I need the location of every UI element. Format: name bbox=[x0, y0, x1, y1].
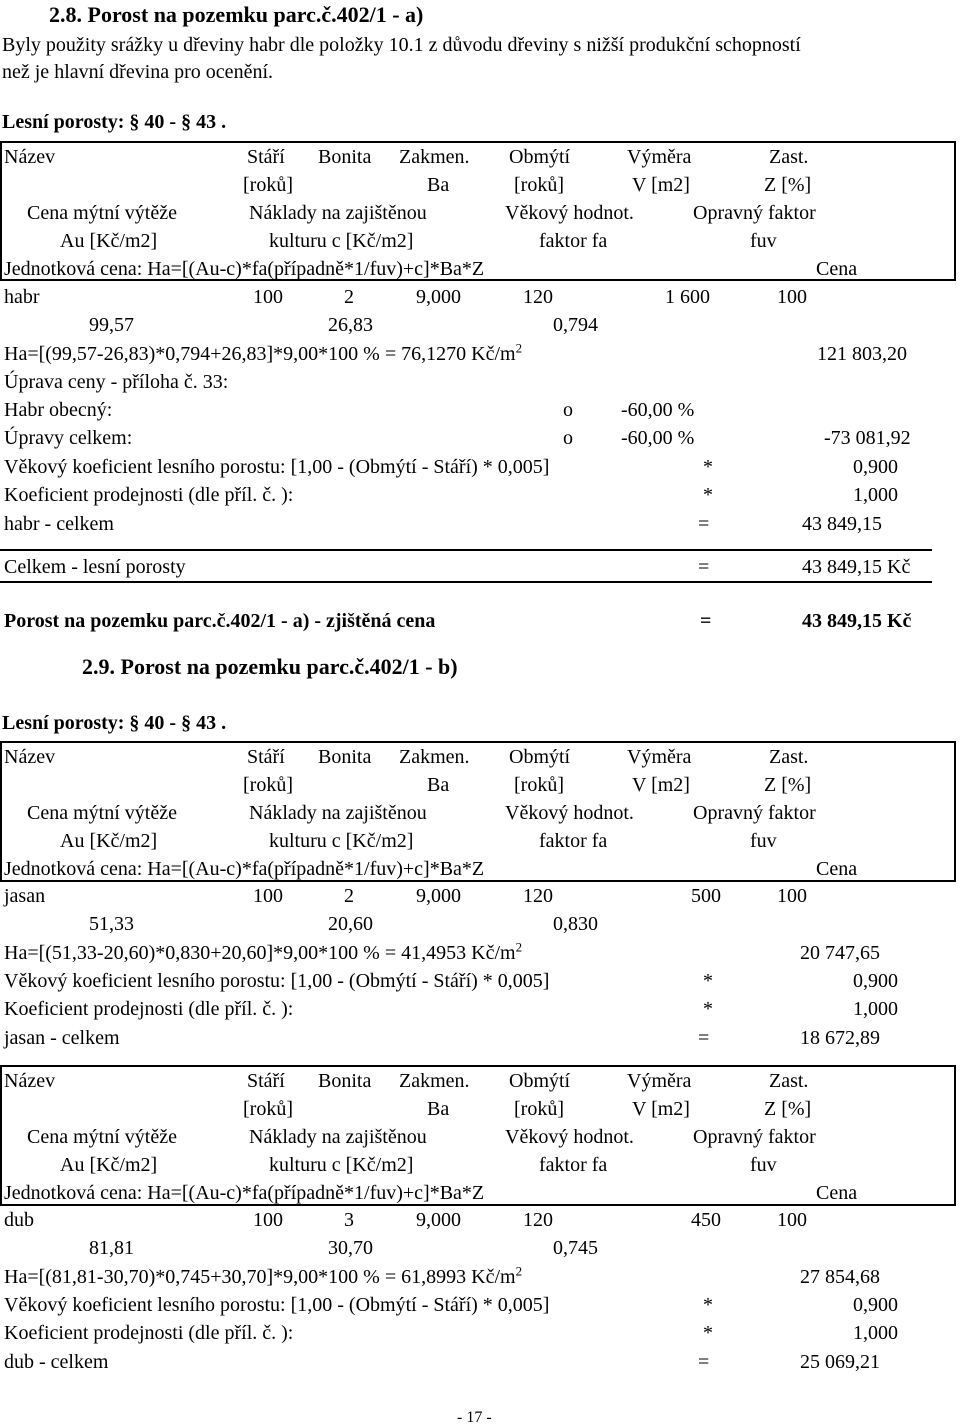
col-zakmen: Zakmen. bbox=[399, 1070, 470, 1092]
unit-zpct: Z [%] bbox=[764, 774, 812, 796]
au-value: 81,81 bbox=[89, 1237, 134, 1259]
unit-vm2: V [m2] bbox=[632, 174, 690, 196]
col-cena-mytni: Cena mýtní výtěže bbox=[27, 202, 177, 224]
page-number: - 17 - bbox=[457, 1409, 492, 1426]
col-naklady: Náklady na zajištěnou bbox=[249, 202, 427, 224]
ha-formula bbox=[4, 340, 523, 365]
cena-value: 121 803,20 bbox=[817, 343, 907, 365]
operator: * bbox=[703, 1322, 713, 1344]
celkem-value: 18 672,89 bbox=[800, 1027, 880, 1049]
obmyti-value: 120 bbox=[523, 286, 553, 308]
col-nazev: Název bbox=[4, 1070, 56, 1092]
unit-fa: faktor fa bbox=[539, 830, 608, 852]
col-zakmen: Zakmen. bbox=[399, 146, 470, 168]
lesni-porosty-heading: Lesní porosty: § 40 - § 43 . bbox=[2, 712, 227, 734]
unit-zpct: Z [%] bbox=[764, 1098, 812, 1120]
obmyti-value: 120 bbox=[523, 1209, 553, 1231]
stari-value: 100 bbox=[253, 1209, 283, 1231]
unit-kulturu: kulturu c [Kč/m2] bbox=[269, 1154, 414, 1176]
ha-formula-text: Ha=[(99,57-26,83)*0,794+26,83]*9,00*100 % = 76,1270 Kč/m bbox=[4, 343, 516, 365]
jednotkova-cena-formula: Jednotková cena: Ha=[(Au-c)*fa(případně*1/fuv)+c]*Ba*Z bbox=[4, 258, 485, 280]
operator: o bbox=[563, 427, 573, 449]
cena-value: 20 747,65 bbox=[800, 942, 880, 964]
stari-value: 100 bbox=[253, 286, 283, 308]
unit-fa: faktor fa bbox=[539, 230, 608, 252]
koef-prod-label: Koeficient prodejnosti (dle příl. č. ): bbox=[4, 484, 294, 506]
unit-roku: [roků] bbox=[514, 1098, 564, 1120]
unit-ba: Ba bbox=[427, 774, 450, 796]
upravy-percent: -60,00 % bbox=[621, 427, 695, 449]
unit-zpct: Z [%] bbox=[764, 174, 812, 196]
superscript: 2 bbox=[515, 340, 523, 356]
col-vymera: Výměra bbox=[627, 1070, 692, 1092]
koef-prod-label: Koeficient prodejnosti (dle příl. č. ): bbox=[4, 1322, 294, 1344]
ha-formula-text: Ha=[(51,33-20,60)*0,830+20,60]*9,00*100 % = 41,4953 Kč/m bbox=[4, 942, 516, 964]
col-cena: Cena bbox=[816, 858, 858, 880]
col-naklady: Náklady na zajištěnou bbox=[249, 1126, 427, 1148]
vekovy-koef-label: Věkový koeficient lesního porostu: [1,00 - (Obmýtí - Stáří) * 0,005] bbox=[4, 970, 550, 992]
lesni-celkem-value: 43 849,15 Kč bbox=[802, 556, 911, 578]
bonita-value: 2 bbox=[344, 286, 354, 308]
col-vekovy: Věkový hodnot. bbox=[505, 1126, 634, 1148]
operator: * bbox=[703, 456, 713, 478]
unit-ba: Ba bbox=[427, 1098, 450, 1120]
zjistena-cena-value: 43 849,15 Kč bbox=[802, 610, 912, 632]
divider bbox=[0, 581, 932, 583]
col-opravny: Opravný faktor bbox=[693, 1126, 816, 1148]
uprava-item-label: Habr obecný: bbox=[4, 399, 113, 421]
section-title: 2.9. Porost na pozemku parc.č.402/1 - b) bbox=[82, 654, 458, 679]
unit-kulturu: kulturu c [Kč/m2] bbox=[269, 230, 414, 252]
vymera-value: 1 600 bbox=[665, 286, 710, 308]
koef-prod-value: 1,000 bbox=[853, 1322, 898, 1344]
zjistena-cena-label: Porost na pozemku parc.č.402/1 - a) - zjištěná cena bbox=[4, 610, 436, 632]
unit-roku: [roků] bbox=[243, 174, 293, 196]
unit-fuv: fuv bbox=[750, 1154, 777, 1176]
operator: = bbox=[698, 1027, 710, 1049]
species-name: jasan bbox=[4, 885, 46, 907]
unit-au: Au [Kč/m2] bbox=[60, 1154, 158, 1176]
col-cena-mytni: Cena mýtní výtěže bbox=[27, 1126, 177, 1148]
vymera-value: 500 bbox=[691, 885, 721, 907]
operator: * bbox=[703, 970, 713, 992]
operator: * bbox=[703, 484, 713, 506]
zast-value: 100 bbox=[777, 1209, 807, 1231]
upravy-celkem-label: Úpravy celkem: bbox=[4, 427, 133, 449]
jednotkova-cena-formula: Jednotková cena: Ha=[(Au-c)*fa(případně*1/fuv)+c]*Ba*Z bbox=[4, 858, 485, 880]
c-value: 26,83 bbox=[328, 314, 373, 336]
zakmen-value: 9,000 bbox=[416, 1209, 461, 1231]
vekovy-koef-label: Věkový koeficient lesního porostu: [1,00 - (Obmýtí - Stáří) * 0,005] bbox=[4, 456, 550, 478]
operator: * bbox=[703, 998, 713, 1020]
c-value: 20,60 bbox=[328, 913, 373, 935]
col-zast: Zast. bbox=[769, 746, 809, 768]
celkem-value: 43 849,15 bbox=[802, 513, 882, 535]
bonita-value: 3 bbox=[344, 1209, 354, 1231]
operator: = bbox=[700, 610, 712, 632]
unit-fuv: fuv bbox=[750, 230, 777, 252]
au-value: 51,33 bbox=[89, 913, 134, 935]
au-value: 99,57 bbox=[89, 314, 134, 336]
col-vekovy: Věkový hodnot. bbox=[505, 802, 634, 824]
fa-value: 0,830 bbox=[553, 913, 598, 935]
unit-roku: [roků] bbox=[514, 174, 564, 196]
unit-au: Au [Kč/m2] bbox=[60, 830, 158, 852]
col-nazev: Název bbox=[4, 146, 56, 168]
col-stari: Stáří bbox=[247, 1070, 285, 1092]
col-bonita: Bonita bbox=[318, 146, 372, 168]
fa-value: 0,745 bbox=[553, 1237, 598, 1259]
uprava-heading: Úprava ceny - příloha č. 33: bbox=[4, 371, 229, 393]
col-cena: Cena bbox=[816, 1182, 858, 1204]
operator: = bbox=[698, 513, 710, 535]
col-bonita: Bonita bbox=[318, 746, 372, 768]
celkem-label: habr - celkem bbox=[4, 513, 114, 535]
vekovy-koef-value: 0,900 bbox=[853, 970, 898, 992]
ha-formula bbox=[4, 1263, 523, 1288]
col-obmyti: Obmýtí bbox=[509, 146, 571, 168]
zast-value: 100 bbox=[777, 286, 807, 308]
operator: = bbox=[698, 556, 710, 578]
unit-roku: [roků] bbox=[243, 774, 293, 796]
unit-vm2: V [m2] bbox=[632, 1098, 690, 1120]
col-vymera: Výměra bbox=[627, 746, 692, 768]
col-cena: Cena bbox=[816, 258, 858, 280]
col-cena-mytni: Cena mýtní výtěže bbox=[27, 802, 177, 824]
col-bonita: Bonita bbox=[318, 1070, 372, 1092]
obmyti-value: 120 bbox=[523, 885, 553, 907]
vekovy-koef-value: 0,900 bbox=[853, 1294, 898, 1316]
unit-fuv: fuv bbox=[750, 830, 777, 852]
vekovy-koef-label: Věkový koeficient lesního porostu: [1,00 - (Obmýtí - Stáří) * 0,005] bbox=[4, 1294, 550, 1316]
uprava-percent: -60,00 % bbox=[621, 399, 695, 421]
col-stari: Stáří bbox=[247, 146, 285, 168]
koef-prod-value: 1,000 bbox=[853, 484, 898, 506]
unit-fa: faktor fa bbox=[539, 1154, 608, 1176]
divider bbox=[0, 549, 932, 551]
unit-ba: Ba bbox=[427, 174, 450, 196]
superscript: 2 bbox=[515, 939, 523, 955]
vekovy-koef-value: 0,900 bbox=[853, 456, 898, 478]
stari-value: 100 bbox=[253, 885, 283, 907]
col-zakmen: Zakmen. bbox=[399, 746, 470, 768]
ha-formula-text: Ha=[(81,81-30,70)*0,745+30,70]*9,00*100 % = 61,8993 Kč/m bbox=[4, 1266, 516, 1288]
zakmen-value: 9,000 bbox=[416, 885, 461, 907]
col-obmyti: Obmýtí bbox=[509, 746, 571, 768]
col-vekovy: Věkový hodnot. bbox=[505, 202, 634, 224]
c-value: 30,70 bbox=[328, 1237, 373, 1259]
vymera-value: 450 bbox=[691, 1209, 721, 1231]
species-name: habr bbox=[4, 286, 40, 308]
unit-vm2: V [m2] bbox=[632, 774, 690, 796]
cena-value: 27 854,68 bbox=[800, 1266, 880, 1288]
zast-value: 100 bbox=[777, 885, 807, 907]
unit-kulturu: kulturu c [Kč/m2] bbox=[269, 830, 414, 852]
jednotkova-cena-formula: Jednotková cena: Ha=[(Au-c)*fa(případně*1/fuv)+c]*Ba*Z bbox=[4, 1182, 485, 1204]
col-obmyti: Obmýtí bbox=[509, 1070, 571, 1092]
operator: = bbox=[698, 1351, 710, 1373]
lesni-celkem-label: Celkem - lesní porosty bbox=[4, 556, 186, 578]
operator: * bbox=[703, 1294, 713, 1316]
ha-formula bbox=[4, 939, 523, 964]
celkem-value: 25 069,21 bbox=[800, 1351, 880, 1373]
col-vymera: Výměra bbox=[627, 146, 692, 168]
unit-roku: [roků] bbox=[243, 1098, 293, 1120]
col-zast: Zast. bbox=[769, 1070, 809, 1092]
koef-prod-label: Koeficient prodejnosti (dle příl. č. ): bbox=[4, 998, 294, 1020]
species-name: dub bbox=[4, 1209, 34, 1231]
col-opravny: Opravný faktor bbox=[693, 202, 816, 224]
intro-text-line: Byly použity srážky u dřeviny habr dle položky 10.1 z důvodu dřeviny s nižší produkční schopností bbox=[2, 34, 801, 56]
zakmen-value: 9,000 bbox=[416, 286, 461, 308]
bonita-value: 2 bbox=[344, 885, 354, 907]
col-zast: Zast. bbox=[769, 146, 809, 168]
superscript: 2 bbox=[515, 1263, 523, 1279]
lesni-porosty-heading: Lesní porosty: § 40 - § 43 . bbox=[2, 111, 227, 133]
koef-prod-value: 1,000 bbox=[853, 998, 898, 1020]
section-title: 2.8. Porost na pozemku parc.č.402/1 - a) bbox=[49, 2, 424, 27]
unit-au: Au [Kč/m2] bbox=[60, 230, 158, 252]
unit-roku: [roků] bbox=[514, 774, 564, 796]
col-nazev: Název bbox=[4, 746, 56, 768]
upravy-value: -73 081,92 bbox=[824, 427, 911, 449]
celkem-label: dub - celkem bbox=[4, 1351, 109, 1373]
celkem-label: jasan - celkem bbox=[4, 1027, 120, 1049]
col-stari: Stáří bbox=[247, 746, 285, 768]
col-naklady: Náklady na zajištěnou bbox=[249, 802, 427, 824]
fa-value: 0,794 bbox=[553, 314, 598, 336]
operator: o bbox=[563, 399, 573, 421]
intro-text-line: než je hlavní dřevina pro ocenění. bbox=[2, 61, 273, 83]
col-opravny: Opravný faktor bbox=[693, 802, 816, 824]
